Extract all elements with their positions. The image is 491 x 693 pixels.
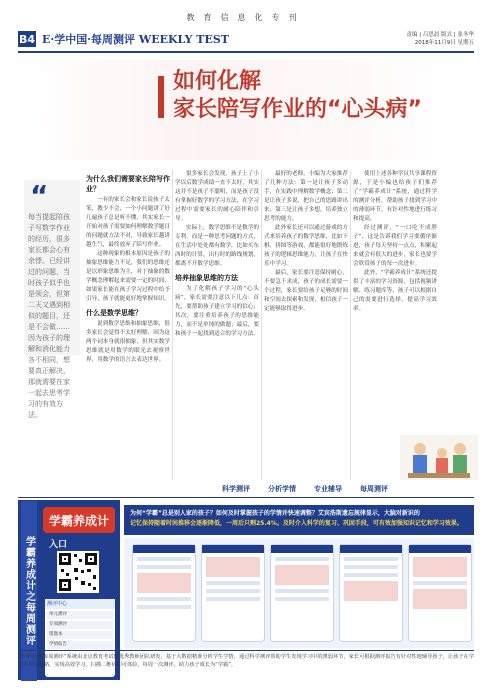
paragraph: 此外家长还可以通过游戏的方式来培养孩子的数学思维，比如下棋、拼图等游戏，都能很好地锻炼孩子的逻辑思维能力，让孩子在快乐中学习。	[264, 225, 348, 267]
headline	[173, 68, 422, 124]
paragraph: 说到数学思维和抽象思维，很多家长会觉得不太好理解，因为这两个词本身就很抽象，但其实数学思维就是用数学的眼光去观察世界，用数学的语言去表达世界。	[86, 321, 170, 363]
date-line: 2018年11月9日 星期五	[414, 40, 474, 46]
paragraph: 最好的老师，小编为大家推荐了几种方法：第一是让孩子多动手，在实践中理解数学概念；第二是让孩子多说，把自己的思路讲出来；第三是让孩子多想，培养独立思考的能力。	[264, 171, 348, 222]
column-divider	[261, 170, 262, 480]
editor-line: 责编 | 吕思晨 版式 | 张冬华	[406, 32, 474, 38]
footer-note: “E·学中国·每周测评”系统由北京教育考试院优秀教师团队研发，基于大数据精准分析学生学情，通过科学测评帮助学生发现学习中的薄弱环节，家长可根据测评报告有针对性地辅导孩子，让孩子在学习中少走弯路，实现高效学习。扫描二维码即可体验，每周一次测评，助力孩子成长为“学霸”。	[18, 650, 474, 680]
phone-header: 测评中心	[45, 599, 115, 609]
paragraph: 实际上，数学思维不是数学的专利，而是一种思考问题的方式，在生活中处处都有数学，比如买东西时的计算，出行时的路线规划，都离不开数学思维。	[175, 225, 259, 267]
feature-tab: 专业辅导	[314, 485, 342, 493]
top-banner-text: 教育信息化专刊	[186, 12, 306, 22]
paragraph: 这种现象的根本原因是孩子的抽象思维能力不足，我们的思维还是以形象思维为主，对于抽象的数学概念理解起来需要一定的时间，如果家长能在孩子学习过程中给予引导，孩子就能更好地掌握知识。	[86, 251, 170, 302]
feature-tabs	[140, 483, 470, 495]
section-heading: 为什么我们需要家长陪写作业？	[86, 175, 170, 193]
paper-title: E·学中国·每周测评 WEEKLY TEST	[42, 33, 229, 46]
paragraph: 使用上述各种学员共享课程资源，于是小编也给孩子们推荐了“学霸养成计”系统，通过科学的测评分析，帮助孩子找到学习中的薄弱环节，有针对性地进行练习和提高。	[353, 171, 437, 222]
article-column-4	[353, 170, 437, 314]
paragraph: 此外，“学霸养成计”系统还提供了丰富的学习资源，包括视频讲解、练习题库等，孩子可以根据自己的需要进行选择，提高学习效率。	[353, 270, 437, 312]
headline-line-1: 如何化解	[173, 69, 262, 94]
article-column-2	[175, 170, 259, 339]
app-screen	[339, 544, 403, 642]
app-screen	[201, 544, 265, 642]
promo-vertical-title: 学霸养成计之每周测评	[21, 501, 37, 681]
article-column-1	[86, 170, 170, 365]
column-divider	[172, 170, 173, 480]
entry-label: 入口	[49, 540, 68, 550]
paragraph: 经过测评，“一口吃不成胖子”，这是告诉我们学习要循序渐进，孩子每天坚持一点点，积累起来就会有很大的进步，家长也要学会欣赏孩子的每一次进步。	[353, 225, 437, 267]
header-rule	[18, 51, 474, 53]
phone-row[interactable]: 专项测评	[47, 621, 113, 629]
phone-row[interactable]: 单元测评	[47, 611, 113, 619]
quote-mark-icon: “	[30, 179, 49, 212]
app-screen	[408, 544, 472, 642]
feature-tab: 每周测评	[360, 485, 388, 493]
promo-band	[124, 505, 474, 535]
pull-quote-text: 每当提起陪孩子写数学作业的经历，很多家长都会心有余悸。已经讲过的问题，当时孩子似乎也是领会，但第二天又遇到相似的题目，还是不会做……因为孩子的理解和消化能力各不相同，想要真正解决，那就需要在家一起去思考学习的有效方法。	[28, 213, 70, 419]
app-screens	[124, 538, 474, 648]
paragraph: 为了化解孩子学习的“心头病”，家长需要注意以下几点：首先，要帮助孩子建立学习的信心；其次，要注重培养孩子的思维能力，而不是单纯的做题；最后，要和孩子一起找到适合的学习方法。	[175, 286, 259, 337]
paragraph: 最后，家长要注意保持耐心，不要急于求成，孩子的成长需要一个过程，家长要给孩子足够的时间和空间去探索和发现，相信孩子一定能够取得进步。	[264, 270, 348, 312]
phone-row[interactable]: 学情报告	[47, 641, 113, 649]
feature-tab: 分析学情	[268, 485, 296, 493]
promo-logo: 学霸养成计	[43, 507, 115, 533]
paragraph: 很多家长会发现，孩子上了小学以后数学成绩一直不太好，其实这并不是孩子不聪明，而是孩子没有掌握好数学的学习方法，在学习过程中需要家长的耐心陪伴和引导。	[175, 171, 259, 222]
promo-band-line-2: 记忆保持随着时间推移会逐渐降低，一周后只剩25.4%。及时介入科学的复习、巩固手段，可有效加强知识记忆和学习效果。	[130, 520, 463, 527]
family-illustration	[400, 435, 478, 480]
top-banner	[18, 10, 474, 24]
article-column-3	[264, 170, 348, 314]
headline-line-2: 家长陪写作业的“心头病”	[173, 97, 422, 122]
app-screen	[270, 544, 334, 642]
section-heading: 培养抽象思维的方法	[175, 274, 238, 282]
masthead-meta	[407, 31, 474, 47]
paragraph: 一有的家长会和家长说孩子太笨，教少不会，一个小问题讲了好几遍孩子总是听不懂，其实家长一开始对孩子需要如何理解数学题目的问题就方法不对，导致家长越讲越生气，最终放弃了陪写作业。	[86, 197, 170, 248]
masthead	[18, 28, 474, 50]
feature-tab: 科学测评	[222, 485, 250, 493]
phone-row[interactable]: 错题本	[47, 631, 113, 639]
qr-code-icon[interactable]	[57, 551, 99, 593]
pull-quote	[24, 179, 80, 419]
section-heading: 什么是数学思维？	[86, 309, 142, 317]
title-accent-bar	[158, 76, 164, 118]
title-band	[18, 60, 474, 160]
app-screen	[132, 544, 196, 642]
promo-band-line-1: 为何“学霸”总是别人家的孩子？如何及时掌握孩子的学情并快速调整？艾宾浩斯遗忘规律显示，大脑对新识的	[130, 510, 420, 517]
lower-rule	[18, 497, 474, 498]
page-badge: B4	[18, 32, 36, 46]
column-divider	[350, 170, 351, 480]
